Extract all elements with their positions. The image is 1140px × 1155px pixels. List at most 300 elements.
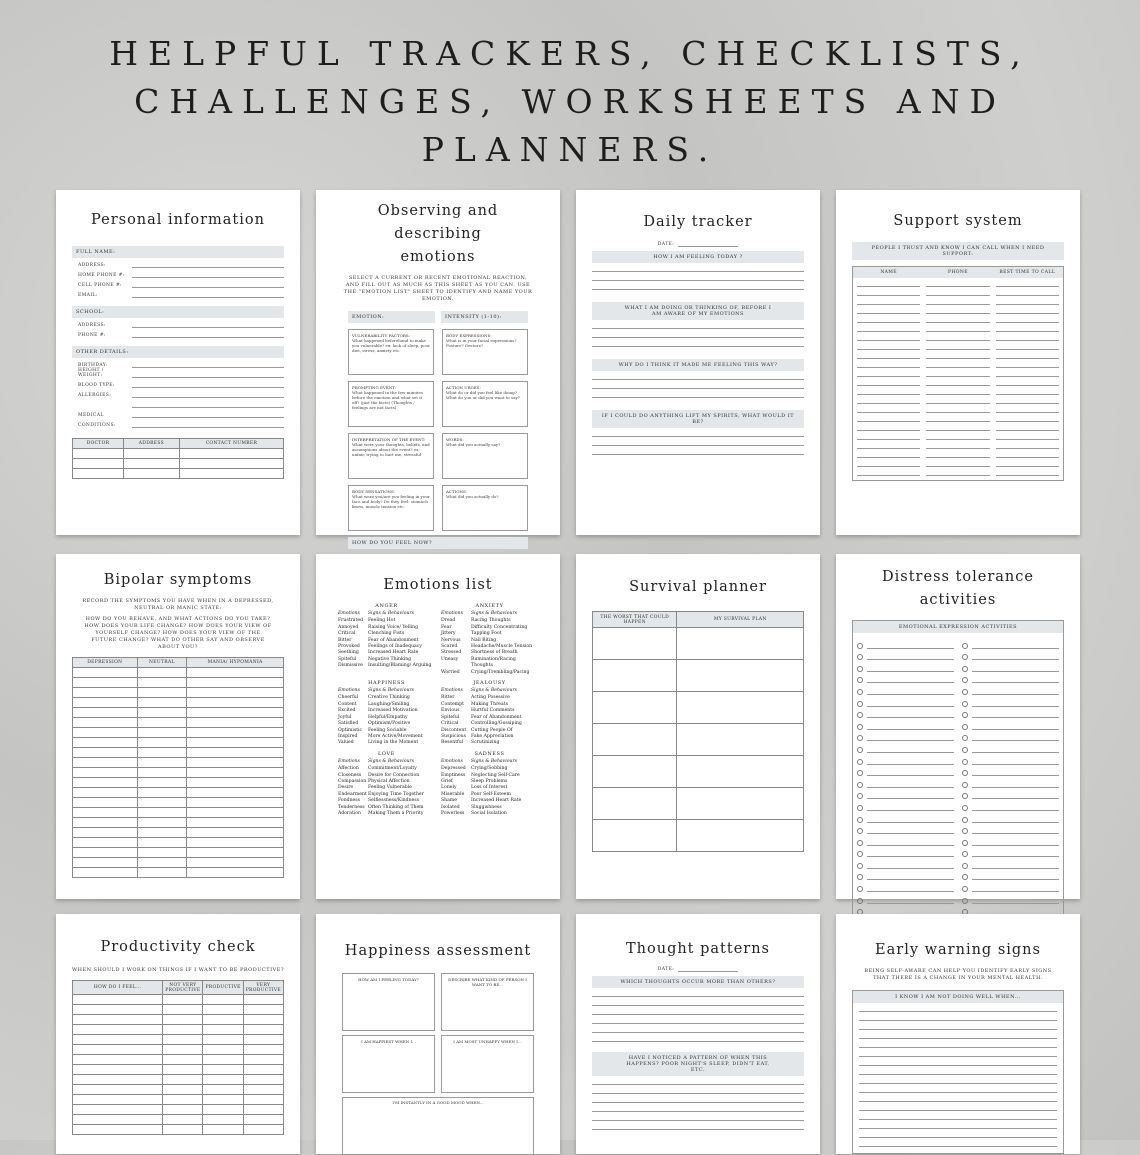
writing-line	[859, 1030, 1057, 1039]
writing-line	[857, 341, 920, 350]
table-cell	[187, 738, 284, 748]
writing-line	[857, 467, 920, 476]
column-header: Emotions	[338, 688, 360, 694]
emotion-name: Depressed	[441, 766, 466, 772]
bipolar-symptoms-page	[56, 554, 300, 899]
table-cell	[187, 728, 284, 738]
table-row	[73, 688, 284, 698]
table-row	[73, 1005, 284, 1015]
checklist-item	[962, 660, 1059, 672]
emotion-table	[338, 688, 435, 747]
field-line	[132, 360, 284, 368]
field-line	[132, 320, 284, 328]
table-cell	[187, 768, 284, 778]
table-cell	[187, 698, 284, 708]
table-row	[73, 668, 284, 678]
table-cell	[243, 1005, 283, 1015]
table-cell	[187, 758, 284, 768]
writing-line	[926, 359, 989, 368]
support-row	[857, 314, 1059, 323]
checklist-item	[962, 683, 1059, 695]
writing-line	[996, 341, 1059, 350]
table-cell	[137, 688, 187, 698]
emotion-name: Worried	[441, 669, 460, 675]
table-cell	[187, 778, 284, 788]
field-row	[72, 268, 284, 278]
writing-line	[859, 1111, 1057, 1120]
field-label: CONDITIONS:	[78, 423, 116, 428]
bipolar-caption-1: RECORD THE SYMPTOMS YOU HAVE WHEN IN A DEPRESSED, NEUTRAL OR MANIC STATE:	[82, 598, 274, 611]
writing-line	[857, 350, 920, 359]
writing-line	[592, 380, 804, 389]
writing-line	[592, 329, 804, 338]
writing-line	[857, 368, 920, 377]
emotion-sign: Shortness of Breath	[471, 650, 518, 656]
table-cell	[137, 728, 187, 738]
writing-line	[926, 467, 989, 476]
emotion-sign: Poor Self-Esteem	[471, 791, 511, 797]
table-cell	[137, 738, 187, 748]
table-cell	[187, 858, 284, 868]
other-details-bar: OTHER DETAILS:	[72, 346, 284, 358]
table-cell	[137, 798, 187, 808]
table-cell	[203, 1035, 243, 1045]
checklist-item	[962, 730, 1059, 742]
checklist-item	[857, 846, 954, 858]
writing-line	[926, 278, 989, 287]
writing-line	[857, 458, 920, 467]
emotion-sign: Crying/Trembling/Pacing	[471, 669, 530, 675]
writing-line	[592, 1006, 804, 1015]
table-cell	[73, 778, 138, 788]
writing-line	[857, 377, 920, 386]
productivity-table	[72, 980, 284, 1135]
emotion-name: Desire	[338, 785, 354, 791]
checklist-item	[962, 823, 1059, 835]
table-cell	[677, 756, 804, 788]
table-cell	[137, 848, 187, 858]
emotion-name: Compassion	[338, 778, 367, 784]
writing-line	[857, 305, 920, 314]
table-row	[73, 758, 284, 768]
column-header: Signs & Behaviours	[368, 758, 415, 764]
checklist-item	[962, 799, 1059, 811]
writing-line	[857, 395, 920, 404]
table-header: DOCTOR	[73, 439, 124, 449]
table-cell	[203, 1075, 243, 1085]
observation-box	[348, 381, 434, 427]
table-cell	[163, 1005, 203, 1015]
checklist-item	[857, 741, 954, 753]
page-title: Support system	[893, 213, 1023, 229]
writing-line	[592, 272, 804, 281]
table-cell	[187, 798, 284, 808]
table-cell	[203, 1115, 243, 1125]
writing-line	[926, 332, 989, 341]
page-title: Daily tracker	[643, 214, 753, 230]
productivity-caption: WHEN SHOULD I WORK ON THINGS IF I WANT TO BE PRODUCTIVE?	[72, 967, 285, 973]
writing-lines	[859, 1003, 1057, 1147]
table-row	[73, 1095, 284, 1105]
checklist-item	[857, 776, 954, 788]
table-row	[73, 868, 284, 878]
writing-line	[592, 988, 804, 997]
writing-line	[592, 371, 804, 380]
assessment-box: DESCRIBE WHAT KIND OF PERSON I WANT TO BE...	[441, 973, 534, 1031]
emotion-sign: Feeling Sociable	[368, 727, 407, 733]
emotion-name: Stressed	[441, 650, 462, 656]
page-title: Happiness assessment	[344, 943, 532, 959]
column-header: Emotions	[441, 688, 463, 694]
daily-section-bar: WHY DO I THINK IT MADE ME FEELING THIS WAY?	[592, 359, 804, 371]
emotion-sign: Tapping Foot	[471, 631, 502, 637]
table-cell	[203, 1045, 243, 1055]
table-cell	[187, 868, 284, 878]
writing-line	[857, 449, 920, 458]
writing-line	[592, 1015, 804, 1024]
table-header: HOW DO I FEEL...	[73, 981, 163, 995]
writing-line	[857, 314, 920, 323]
checklist-item	[962, 811, 1059, 823]
page-title: Survival planner	[629, 579, 767, 595]
daily-tracker-page	[576, 190, 820, 535]
box-title: BODY EXPRESSIONS:	[446, 333, 492, 338]
page-title: Thought patterns	[625, 941, 770, 957]
table-cell	[137, 678, 187, 688]
table-row	[73, 748, 284, 758]
table-cell	[73, 1095, 163, 1105]
box-description: What happened in the few minutes before the emotion and what set it off? (just the facts) (Thoughts / feelings are not facts)	[352, 390, 423, 410]
assessment-box: I AM HAPPIEST WHEN I...	[342, 1035, 435, 1093]
fields-group-1	[72, 258, 284, 298]
table-cell	[137, 788, 187, 798]
emotion-sign: Desire for Connection	[368, 772, 420, 778]
table-cell	[243, 1115, 283, 1125]
observation-box	[442, 329, 528, 375]
table-cell	[163, 1065, 203, 1075]
field-row	[72, 378, 284, 388]
checklist-item	[857, 788, 954, 800]
writing-line	[592, 997, 804, 1006]
box-description: What did you actually say?	[446, 442, 501, 447]
field-line	[132, 260, 284, 268]
writing-line	[859, 1138, 1057, 1147]
table-row	[73, 1105, 284, 1115]
emotion-sign: Difficulty Concentrating	[471, 624, 528, 630]
page-title: Distress tolerance activities	[882, 569, 1034, 608]
writing-line	[996, 323, 1059, 332]
field-row	[72, 258, 284, 268]
field-row	[72, 368, 284, 378]
writing-line	[859, 1003, 1057, 1012]
support-lines	[857, 278, 1059, 476]
emotion-table	[338, 611, 435, 670]
emotion-sign: Insulting/Blaming/ Arguing	[368, 663, 432, 669]
field-label: HOME PHONE #:	[78, 273, 125, 278]
writing-line	[996, 359, 1059, 368]
observation-box	[442, 433, 528, 479]
emotion-group	[338, 747, 435, 818]
group-name: HAPPINESS	[368, 680, 405, 687]
table-cell	[137, 858, 187, 868]
table-cell	[73, 748, 138, 758]
table-cell	[163, 1095, 203, 1105]
emotion-sign: Scrutinizing	[471, 740, 500, 746]
box-description: What were you/are you feeling in your face and body? Do they feel: stomach knots, muscle tension etc.	[352, 494, 430, 509]
table-row	[73, 1075, 284, 1085]
writing-lines	[592, 988, 804, 1042]
table-cell	[243, 1085, 283, 1095]
table-cell	[73, 728, 138, 738]
table-cell	[73, 1075, 163, 1085]
emotion-sign: Headache/Muscle Tension	[471, 644, 533, 650]
field-line	[132, 370, 284, 378]
writing-line	[859, 1120, 1057, 1129]
support-row	[857, 359, 1059, 368]
emotion-sign: Sleep Problems	[471, 778, 508, 784]
table-cell	[163, 1015, 203, 1025]
emotion-sign: More Active/Movement	[368, 733, 423, 739]
table-cell	[137, 748, 187, 758]
writing-line	[857, 431, 920, 440]
table-cell	[73, 708, 138, 718]
early-warning-signs-page	[836, 914, 1080, 1154]
checklist-item	[857, 683, 954, 695]
checklist-item	[857, 718, 954, 730]
table-cell	[73, 838, 138, 848]
checklist-item	[962, 857, 1059, 869]
checklist-item	[962, 869, 1059, 881]
table-cell	[593, 724, 677, 756]
emotion-sign: Laughing/Smiling	[368, 701, 410, 707]
table-cell	[243, 1125, 283, 1135]
table-row	[73, 838, 284, 848]
table-cell	[73, 1125, 163, 1135]
table-row	[73, 1125, 284, 1135]
writing-line	[926, 350, 989, 359]
writing-line	[926, 341, 989, 350]
box-title: PROMPTING EVENT:	[352, 385, 397, 390]
table-cell	[203, 1055, 243, 1065]
emotion-sign: Cutting People Of	[471, 727, 513, 733]
school-bar: SCHOOL:	[72, 306, 284, 318]
box-title: WORDS:	[446, 437, 464, 442]
table-cell	[73, 1065, 163, 1075]
field-row	[72, 388, 284, 398]
emotion-name: Lonely	[441, 785, 457, 791]
writing-line	[996, 440, 1059, 449]
emotion-group	[338, 599, 435, 676]
table-row	[73, 1055, 284, 1065]
table-cell	[203, 1125, 243, 1135]
table-cell	[73, 758, 138, 768]
table-cell	[73, 1105, 163, 1115]
writing-line	[859, 1075, 1057, 1084]
writing-line	[592, 1076, 804, 1085]
table-cell	[73, 848, 138, 858]
table-cell	[73, 738, 138, 748]
writing-line	[926, 377, 989, 386]
table-cell	[203, 1005, 243, 1015]
group-name: ANXIETY	[475, 603, 504, 609]
column-header: BEST TIME TO CALL	[999, 270, 1056, 275]
writing-line	[592, 1103, 804, 1112]
table-row	[593, 820, 804, 852]
emotion-name: Endearment	[338, 791, 367, 797]
column-header: Signs & Behaviours	[471, 611, 518, 616]
writing-line	[859, 1057, 1057, 1066]
column-header: Signs & Behaviours	[471, 758, 518, 764]
field-line	[132, 330, 284, 338]
writing-line	[857, 422, 920, 431]
table-row	[593, 756, 804, 788]
personal-information-page	[56, 190, 300, 535]
table-cell	[73, 1085, 163, 1095]
table-cell	[137, 868, 187, 878]
writing-line	[996, 467, 1059, 476]
writing-line	[996, 431, 1059, 440]
emotion-name: Annoyed	[338, 624, 359, 630]
table-cell	[163, 1075, 203, 1085]
support-row	[857, 377, 1059, 386]
table-cell	[243, 1095, 283, 1105]
checklist-item	[962, 788, 1059, 800]
page-title: Emotions list	[383, 577, 493, 593]
table-cell	[187, 688, 284, 698]
field-row	[72, 328, 284, 338]
table-row	[73, 1115, 284, 1125]
checklist-item	[857, 660, 954, 672]
daily-sections	[592, 251, 804, 455]
emotion-table	[441, 688, 538, 747]
emotion-name: Fondness	[338, 798, 360, 804]
table-row	[593, 660, 804, 692]
checklist-item	[857, 823, 954, 835]
writing-line	[859, 1066, 1057, 1075]
checklist-item	[962, 892, 1059, 904]
emotion-sign: Clenching Fists	[368, 631, 405, 637]
writing-line	[996, 458, 1059, 467]
table-header: VERY PRODUCTIVE	[243, 981, 283, 995]
emotion-sign: Sluggishness	[471, 804, 502, 810]
emotion-name: Envious	[441, 708, 460, 714]
emotion-sign: Fear of Abandonment	[471, 714, 522, 720]
writing-line	[857, 278, 920, 287]
emotion-sign: Feelings of Inadequacy	[368, 644, 422, 650]
emotion-name: Seething	[338, 650, 359, 656]
checklist-item	[962, 649, 1059, 661]
table-row	[593, 628, 804, 660]
emotion-sign: Commitment/Loyalty	[368, 766, 417, 772]
table-cell	[677, 692, 804, 724]
writing-line	[926, 368, 989, 377]
emotion-bar: EMOTION:	[348, 311, 435, 323]
writing-line	[996, 350, 1059, 359]
table-cell	[163, 1025, 203, 1035]
table-cell	[73, 858, 138, 868]
emotion-name: Content	[338, 701, 357, 707]
writing-line	[592, 389, 804, 398]
emotion-name: Critical	[338, 631, 356, 637]
daily-section-bar: HOW I AM FEELING TODAY ?	[592, 251, 804, 263]
observation-box	[442, 485, 528, 531]
emotion-group	[338, 676, 435, 747]
page-title: Bipolar symptoms	[103, 572, 253, 588]
emotion-name: Fear	[441, 624, 452, 630]
writing-line	[859, 1129, 1057, 1138]
table-header: THE WORST THAT COULD HAPPEN	[593, 612, 677, 628]
writing-line	[592, 281, 804, 290]
writing-line	[859, 1084, 1057, 1093]
field-line	[132, 390, 284, 398]
page-title: Personal information	[91, 212, 265, 228]
table-cell	[163, 1085, 203, 1095]
field-line	[132, 280, 284, 288]
support-row	[857, 278, 1059, 287]
writing-line	[996, 368, 1059, 377]
table-cell	[73, 1115, 163, 1125]
table-cell	[203, 1025, 243, 1035]
group-name: ANGER	[375, 603, 398, 609]
table-cell	[137, 778, 187, 788]
column-header: PHONE	[948, 270, 968, 275]
table-cell	[73, 698, 138, 708]
emotion-group	[441, 747, 538, 818]
table-cell	[677, 660, 804, 692]
emotion-sign: Enjoying Time Together	[368, 791, 424, 797]
writing-line	[857, 332, 920, 341]
support-row	[857, 350, 1059, 359]
emotion-name: Affection	[338, 766, 359, 772]
checklist-item	[857, 811, 954, 823]
table-cell	[187, 838, 284, 848]
table-cell	[73, 868, 138, 878]
table-cell	[593, 628, 677, 660]
emotion-name: Excited	[338, 708, 356, 714]
writing-lines	[592, 1076, 804, 1130]
emotion-sign: Creative Thinking	[368, 695, 410, 701]
column-header: Signs & Behaviours	[471, 688, 518, 694]
box-description: What is in your facial expressions? Posture? Gesture?	[446, 338, 517, 348]
full-name-bar: FULL NAME:	[72, 246, 284, 258]
table-cell	[203, 1065, 243, 1075]
checklist-item	[962, 753, 1059, 765]
table-cell	[163, 1035, 203, 1045]
emotion-name: Spiteful	[441, 714, 460, 720]
table-cell	[73, 768, 138, 778]
headline: HELPFUL TRACKERS, CHECKLISTS, CHALLENGES, WORKSHEETS AND PLANNERS.	[109, 34, 1031, 169]
field-label: ADDRESS:	[78, 263, 106, 268]
writing-line	[996, 395, 1059, 404]
doctor-table	[72, 438, 284, 479]
emotion-sign: Often Thinking of Them	[368, 804, 424, 810]
support-row	[857, 368, 1059, 377]
table-row	[73, 818, 284, 828]
page-title: Productivity check	[100, 939, 256, 955]
writing-line	[926, 323, 989, 332]
writing-line	[926, 413, 989, 422]
writing-line	[857, 296, 920, 305]
writing-line	[996, 404, 1059, 413]
table-header: ADDRESS	[123, 439, 179, 449]
emotion-name: Spiteful	[338, 656, 357, 662]
table-cell	[203, 1015, 243, 1025]
box-title: VULNERABILITY FACTORS:	[352, 333, 410, 338]
box-description: What were your thoughts, beliefs, and assumptions about the event? ex: unfair, trying to hurt me, stressful	[352, 442, 430, 457]
writing-line	[859, 1102, 1057, 1111]
emotion-sign: Acting Posessive	[471, 695, 510, 701]
table-row	[73, 718, 284, 728]
